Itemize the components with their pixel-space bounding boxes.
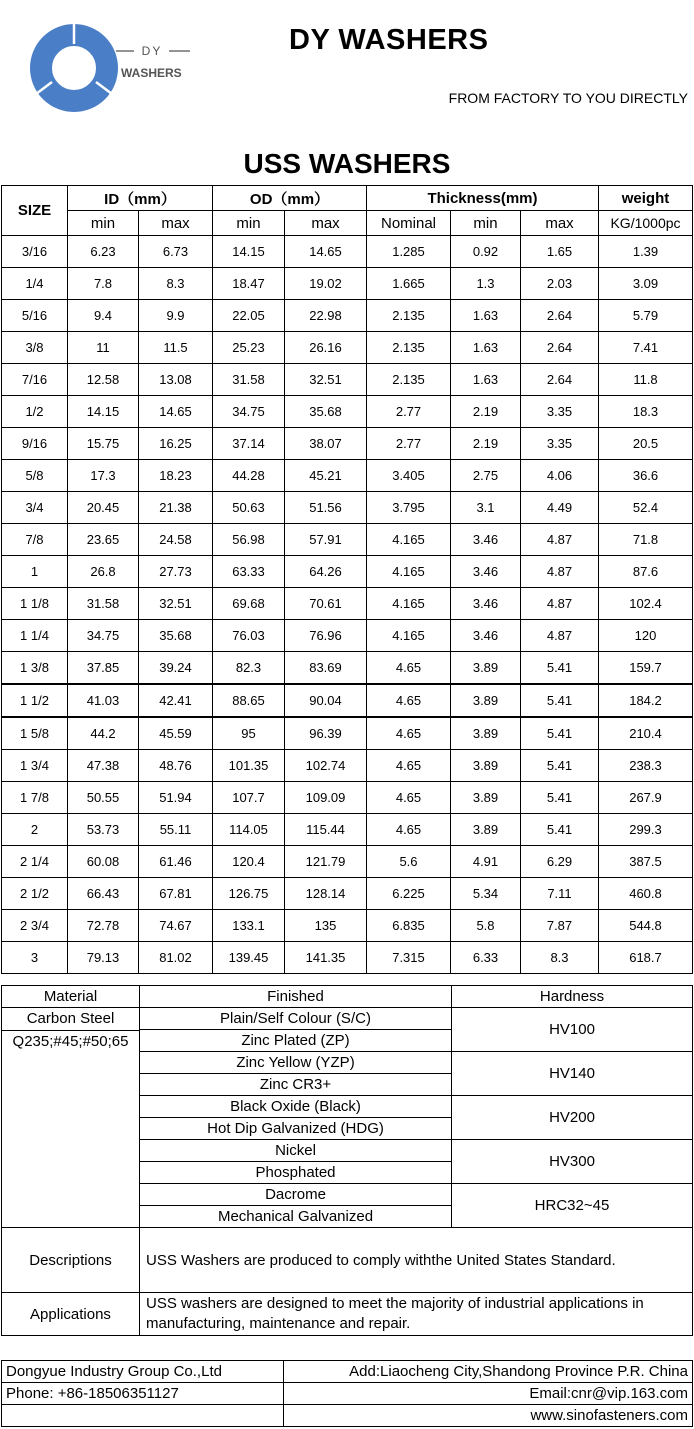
thickness-min-cell: 3.89 — [451, 652, 521, 685]
od-max-cell: 22.98 — [285, 300, 367, 332]
id-min-header: min — [68, 211, 139, 236]
thickness-max-cell: 7.87 — [521, 910, 599, 942]
thickness-max-cell: 3.35 — [521, 428, 599, 460]
size-cell: 1 1/8 — [2, 588, 68, 620]
size-cell: 1 — [2, 556, 68, 588]
thickness-min-cell: 4.91 — [451, 846, 521, 878]
size-cell: 3/16 — [2, 236, 68, 268]
od-min-cell: 22.05 — [213, 300, 285, 332]
thickness-max-cell: 4.87 — [521, 588, 599, 620]
size-cell: 1 1/2 — [2, 684, 68, 717]
phone-number: Phone: +86-18506351127 — [2, 1383, 284, 1405]
weight-cell: 387.5 — [599, 846, 693, 878]
od-max-cell: 115.44 — [285, 814, 367, 846]
id-max-cell: 61.46 — [139, 846, 213, 878]
footer-empty-cell — [2, 1405, 284, 1427]
id-min-cell: 34.75 — [68, 620, 139, 652]
thickness-max-header: max — [521, 211, 599, 236]
table-row — [2, 396, 693, 428]
thickness-nominal-cell: 4.65 — [367, 684, 451, 717]
thickness-nominal-cell: 4.65 — [367, 782, 451, 814]
thickness-min-cell: 3.46 — [451, 620, 521, 652]
table-row — [2, 846, 693, 878]
thickness-min-cell: 3.89 — [451, 717, 521, 750]
material-grades: Q235;#45;#50;65 — [12, 1033, 129, 1050]
id-max-cell: 9.9 — [139, 300, 213, 332]
size-cell: 1 3/8 — [2, 652, 68, 685]
thickness-min-cell: 3.89 — [451, 814, 521, 846]
od-min-cell: 37.14 — [213, 428, 285, 460]
id-max-cell: 18.23 — [139, 460, 213, 492]
thickness-nominal-cell: 4.165 — [367, 524, 451, 556]
od-min-cell: 120.4 — [213, 846, 285, 878]
thickness-nominal-cell: 4.65 — [367, 717, 451, 750]
od-max-cell: 45.21 — [285, 460, 367, 492]
hardness-header: Hardness — [452, 986, 693, 1008]
od-max-cell: 135 — [285, 910, 367, 942]
thickness-min-cell: 3.1 — [451, 492, 521, 524]
id-min-cell: 60.08 — [68, 846, 139, 878]
material-cell — [2, 1008, 140, 1228]
thickness-min-cell: 3.46 — [451, 524, 521, 556]
thickness-min-cell: 1.63 — [451, 300, 521, 332]
id-max-cell: 51.94 — [139, 782, 213, 814]
id-min-cell: 9.4 — [68, 300, 139, 332]
od-min-cell: 69.68 — [213, 588, 285, 620]
id-max-cell: 6.73 — [139, 236, 213, 268]
id-max-cell: 11.5 — [139, 332, 213, 364]
id-max-cell: 39.24 — [139, 652, 213, 685]
table-row — [2, 652, 693, 685]
id-min-cell: 6.23 — [68, 236, 139, 268]
weight-cell: 11.8 — [599, 364, 693, 396]
finish-item: Zinc CR3+ — [140, 1074, 452, 1096]
id-min-cell: 44.2 — [68, 717, 139, 750]
weight-cell: 299.3 — [599, 814, 693, 846]
size-header: SIZE — [2, 186, 68, 236]
thickness-max-cell: 8.3 — [521, 942, 599, 974]
od-max-cell: 19.02 — [285, 268, 367, 300]
od-header: OD（mm） — [213, 186, 367, 211]
od-max-cell: 121.79 — [285, 846, 367, 878]
size-cell: 1 1/4 — [2, 620, 68, 652]
od-max-cell: 109.09 — [285, 782, 367, 814]
company-logo — [28, 22, 208, 114]
finish-item: Dacrome — [140, 1184, 452, 1206]
id-max-cell: 13.08 — [139, 364, 213, 396]
weight-cell: 3.09 — [599, 268, 693, 300]
material-name: Carbon Steel — [2, 1008, 139, 1031]
weight-unit-header: KG/1000pc — [599, 211, 693, 236]
thickness-min-cell: 0.92 — [451, 236, 521, 268]
size-cell: 1 5/8 — [2, 717, 68, 750]
table-row — [2, 684, 693, 717]
od-min-cell: 76.03 — [213, 620, 285, 652]
thickness-min-cell: 1.63 — [451, 332, 521, 364]
size-cell: 1 3/4 — [2, 750, 68, 782]
finish-item: Zinc Plated (ZP) — [140, 1030, 452, 1052]
thickness-max-cell: 5.41 — [521, 684, 599, 717]
thickness-min-cell: 1.63 — [451, 364, 521, 396]
thickness-nominal-cell: 4.165 — [367, 588, 451, 620]
finish-item: Zinc Yellow (YZP) — [140, 1052, 452, 1074]
od-min-cell: 88.65 — [213, 684, 285, 717]
id-min-cell: 79.13 — [68, 942, 139, 974]
thickness-max-cell: 3.35 — [521, 396, 599, 428]
contact-footer — [1, 1360, 693, 1427]
thickness-nominal-cell: 1.285 — [367, 236, 451, 268]
thickness-header: Thickness(mm) — [367, 186, 599, 211]
thickness-nominal-cell: 4.165 — [367, 556, 451, 588]
table-row — [2, 750, 693, 782]
weight-cell: 52.4 — [599, 492, 693, 524]
page-title: USS WASHERS — [243, 148, 451, 179]
thickness-nominal-cell: 2.135 — [367, 300, 451, 332]
weight-cell: 71.8 — [599, 524, 693, 556]
id-max-cell: 27.73 — [139, 556, 213, 588]
uss-washer-spec-table — [1, 185, 693, 974]
thickness-min-cell: 3.89 — [451, 750, 521, 782]
washer-logo-icon — [41, 35, 107, 101]
id-max-cell: 48.76 — [139, 750, 213, 782]
id-min-cell: 47.38 — [68, 750, 139, 782]
finish-item: Hot Dip Galvanized (HDG) — [140, 1118, 452, 1140]
thickness-nominal-cell: 7.315 — [367, 942, 451, 974]
id-max-cell: 8.3 — [139, 268, 213, 300]
id-min-cell: 41.03 — [68, 684, 139, 717]
weight-cell: 210.4 — [599, 717, 693, 750]
thickness-nominal-cell: 2.77 — [367, 396, 451, 428]
thickness-min-cell: 3.89 — [451, 684, 521, 717]
thickness-nominal-cell: 4.65 — [367, 814, 451, 846]
id-max-cell: 81.02 — [139, 942, 213, 974]
od-min-cell: 14.15 — [213, 236, 285, 268]
thickness-max-cell: 2.03 — [521, 268, 599, 300]
weight-cell: 102.4 — [599, 588, 693, 620]
company-name: Dongyue Industry Group Co.,Ltd — [2, 1361, 284, 1383]
od-min-cell: 25.23 — [213, 332, 285, 364]
weight-cell: 18.3 — [599, 396, 693, 428]
od-min-cell: 50.63 — [213, 492, 285, 524]
id-min-cell: 26.8 — [68, 556, 139, 588]
od-max-cell: 96.39 — [285, 717, 367, 750]
weight-cell: 544.8 — [599, 910, 693, 942]
id-min-cell: 50.55 — [68, 782, 139, 814]
logo-text-dy: DY — [141, 44, 163, 58]
thickness-nominal-header: Nominal — [367, 211, 451, 236]
thickness-nominal-cell: 4.165 — [367, 620, 451, 652]
size-cell: 7/8 — [2, 524, 68, 556]
table-row — [2, 814, 693, 846]
finish-item: Plain/Self Colour (S/C) — [140, 1008, 452, 1030]
logo-text-washers: WASHERS — [121, 66, 182, 80]
table-row — [2, 717, 693, 750]
thickness-max-cell: 2.64 — [521, 300, 599, 332]
thickness-nominal-cell: 6.835 — [367, 910, 451, 942]
id-max-cell: 35.68 — [139, 620, 213, 652]
thickness-nominal-cell: 1.665 — [367, 268, 451, 300]
table-row — [2, 556, 693, 588]
weight-cell: 238.3 — [599, 750, 693, 782]
finished-header: Finished — [140, 986, 452, 1008]
id-min-cell: 66.43 — [68, 878, 139, 910]
id-min-cell: 20.45 — [68, 492, 139, 524]
size-cell: 1/4 — [2, 268, 68, 300]
size-cell: 3 — [2, 942, 68, 974]
od-min-cell: 34.75 — [213, 396, 285, 428]
table-row — [2, 364, 693, 396]
thickness-nominal-cell: 2.135 — [367, 332, 451, 364]
thickness-nominal-cell: 2.77 — [367, 428, 451, 460]
od-min-cell: 56.98 — [213, 524, 285, 556]
od-max-cell: 128.14 — [285, 878, 367, 910]
size-cell: 2 1/4 — [2, 846, 68, 878]
weight-cell: 5.79 — [599, 300, 693, 332]
thickness-max-cell: 5.41 — [521, 652, 599, 685]
hardness-value: HV300 — [452, 1140, 693, 1184]
finish-item: Mechanical Galvanized — [140, 1206, 452, 1228]
descriptions-text: USS Washers are produced to comply withthe United States Standard. — [140, 1228, 693, 1293]
hardness-value: HV140 — [452, 1052, 693, 1096]
od-max-cell: 90.04 — [285, 684, 367, 717]
thickness-min-cell: 3.46 — [451, 556, 521, 588]
id-min-cell: 14.15 — [68, 396, 139, 428]
applications-text: USS washers are designed to meet the majority of industrial applications in manufacturing, maintenance and repair. — [140, 1293, 693, 1336]
id-min-cell: 23.65 — [68, 524, 139, 556]
table-row — [2, 492, 693, 524]
thickness-max-cell: 4.87 — [521, 556, 599, 588]
thickness-max-cell: 5.41 — [521, 814, 599, 846]
id-min-cell: 37.85 — [68, 652, 139, 685]
thickness-max-cell: 4.06 — [521, 460, 599, 492]
spec-table-body — [2, 236, 693, 974]
weight-cell: 7.41 — [599, 332, 693, 364]
od-min-cell: 18.47 — [213, 268, 285, 300]
size-cell: 2 3/4 — [2, 910, 68, 942]
id-min-cell: 31.58 — [68, 588, 139, 620]
thickness-max-cell: 4.49 — [521, 492, 599, 524]
thickness-nominal-cell: 3.405 — [367, 460, 451, 492]
id-max-cell: 21.38 — [139, 492, 213, 524]
thickness-min-cell: 2.75 — [451, 460, 521, 492]
size-cell: 1/2 — [2, 396, 68, 428]
thickness-max-cell: 2.64 — [521, 332, 599, 364]
email-address[interactable]: Email:cnr@vip.163.com — [284, 1383, 693, 1405]
table-row — [2, 878, 693, 910]
descriptions-label: Descriptions — [2, 1228, 140, 1293]
table-row — [2, 332, 693, 364]
id-min-cell: 7.8 — [68, 268, 139, 300]
thickness-max-cell: 4.87 — [521, 524, 599, 556]
thickness-max-cell: 5.41 — [521, 782, 599, 814]
od-max-cell: 26.16 — [285, 332, 367, 364]
od-min-cell: 44.28 — [213, 460, 285, 492]
finish-item: Phosphated — [140, 1162, 452, 1184]
od-min-cell: 139.45 — [213, 942, 285, 974]
thickness-min-cell: 6.33 — [451, 942, 521, 974]
size-cell: 9/16 — [2, 428, 68, 460]
thickness-max-cell: 6.29 — [521, 846, 599, 878]
od-max-cell: 51.56 — [285, 492, 367, 524]
id-max-cell: 55.11 — [139, 814, 213, 846]
thickness-min-cell: 2.19 — [451, 428, 521, 460]
weight-cell: 1.39 — [599, 236, 693, 268]
thickness-min-cell: 1.3 — [451, 268, 521, 300]
id-min-cell: 12.58 — [68, 364, 139, 396]
thickness-max-cell: 2.64 — [521, 364, 599, 396]
materials-table — [1, 985, 693, 1336]
id-max-cell: 42.41 — [139, 684, 213, 717]
od-min-cell: 95 — [213, 717, 285, 750]
id-max-cell: 74.67 — [139, 910, 213, 942]
table-row — [2, 910, 693, 942]
od-min-cell: 82.3 — [213, 652, 285, 685]
website-link[interactable]: www.sinofasteners.com — [284, 1405, 693, 1427]
id-min-cell: 72.78 — [68, 910, 139, 942]
thickness-max-cell: 1.65 — [521, 236, 599, 268]
od-min-cell: 114.05 — [213, 814, 285, 846]
table-row — [2, 300, 693, 332]
weight-cell: 36.6 — [599, 460, 693, 492]
id-max-cell: 24.58 — [139, 524, 213, 556]
od-min-cell: 101.35 — [213, 750, 285, 782]
table-row — [2, 588, 693, 620]
od-max-cell: 70.61 — [285, 588, 367, 620]
size-cell: 7/16 — [2, 364, 68, 396]
size-cell: 1 7/8 — [2, 782, 68, 814]
thickness-min-cell: 5.8 — [451, 910, 521, 942]
od-max-cell: 141.35 — [285, 942, 367, 974]
hardness-value: HV100 — [452, 1008, 693, 1052]
od-max-cell: 64.26 — [285, 556, 367, 588]
table-row — [2, 236, 693, 268]
od-max-cell: 57.91 — [285, 524, 367, 556]
weight-cell: 267.9 — [599, 782, 693, 814]
weight-cell: 618.7 — [599, 942, 693, 974]
id-min-cell: 17.3 — [68, 460, 139, 492]
thickness-nominal-cell: 6.225 — [367, 878, 451, 910]
od-min-header: min — [213, 211, 285, 236]
thickness-max-cell: 5.41 — [521, 750, 599, 782]
hardness-value: HV200 — [452, 1096, 693, 1140]
id-max-header: max — [139, 211, 213, 236]
id-max-cell: 14.65 — [139, 396, 213, 428]
od-min-cell: 126.75 — [213, 878, 285, 910]
thickness-min-cell: 5.34 — [451, 878, 521, 910]
od-min-cell: 107.7 — [213, 782, 285, 814]
id-min-cell: 53.73 — [68, 814, 139, 846]
thickness-min-cell: 3.46 — [451, 588, 521, 620]
thickness-max-cell: 7.11 — [521, 878, 599, 910]
company-address: Add:Liaocheng City,Shandong Province P.R. China — [284, 1361, 693, 1383]
id-min-cell: 15.75 — [68, 428, 139, 460]
weight-header: weight — [599, 186, 693, 211]
brand-title: DY WASHERS — [289, 24, 489, 56]
od-min-cell: 63.33 — [213, 556, 285, 588]
thickness-min-cell: 2.19 — [451, 396, 521, 428]
thickness-max-cell: 4.87 — [521, 620, 599, 652]
finish-item: Nickel — [140, 1140, 452, 1162]
thickness-max-cell: 5.41 — [521, 717, 599, 750]
od-max-cell: 83.69 — [285, 652, 367, 685]
table-row — [2, 782, 693, 814]
table-row — [2, 942, 693, 974]
od-max-cell: 102.74 — [285, 750, 367, 782]
thickness-nominal-cell: 2.135 — [367, 364, 451, 396]
table-row — [2, 428, 693, 460]
table-row — [2, 460, 693, 492]
hardness-value: HRC32~45 — [452, 1184, 693, 1228]
thickness-nominal-cell: 3.795 — [367, 492, 451, 524]
size-cell: 5/16 — [2, 300, 68, 332]
material-header: Material — [2, 986, 140, 1008]
od-max-cell: 14.65 — [285, 236, 367, 268]
size-cell: 3/8 — [2, 332, 68, 364]
id-max-cell: 45.59 — [139, 717, 213, 750]
od-max-header: max — [285, 211, 367, 236]
weight-cell: 184.2 — [599, 684, 693, 717]
id-max-cell: 32.51 — [139, 588, 213, 620]
od-max-cell: 38.07 — [285, 428, 367, 460]
table-row — [2, 268, 693, 300]
brand-tagline: FROM FACTORY TO YOU DIRECTLY — [448, 90, 688, 106]
size-cell: 5/8 — [2, 460, 68, 492]
table-row — [2, 524, 693, 556]
weight-cell: 460.8 — [599, 878, 693, 910]
od-max-cell: 35.68 — [285, 396, 367, 428]
page-header — [0, 0, 694, 150]
od-max-cell: 76.96 — [285, 620, 367, 652]
od-max-cell: 32.51 — [285, 364, 367, 396]
finish-item: Black Oxide (Black) — [140, 1096, 452, 1118]
id-max-cell: 67.81 — [139, 878, 213, 910]
thickness-min-header: min — [451, 211, 521, 236]
thickness-nominal-cell: 5.6 — [367, 846, 451, 878]
id-max-cell: 16.25 — [139, 428, 213, 460]
applications-label: Applications — [2, 1293, 140, 1336]
weight-cell: 87.6 — [599, 556, 693, 588]
id-header: ID（mm） — [68, 186, 213, 211]
od-min-cell: 31.58 — [213, 364, 285, 396]
table-row — [2, 620, 693, 652]
thickness-min-cell: 3.89 — [451, 782, 521, 814]
size-cell: 3/4 — [2, 492, 68, 524]
od-min-cell: 133.1 — [213, 910, 285, 942]
weight-cell: 159.7 — [599, 652, 693, 685]
weight-cell: 120 — [599, 620, 693, 652]
thickness-nominal-cell: 4.65 — [367, 652, 451, 685]
id-min-cell: 11 — [68, 332, 139, 364]
size-cell: 2 1/2 — [2, 878, 68, 910]
thickness-nominal-cell: 4.65 — [367, 750, 451, 782]
weight-cell: 20.5 — [599, 428, 693, 460]
size-cell: 2 — [2, 814, 68, 846]
